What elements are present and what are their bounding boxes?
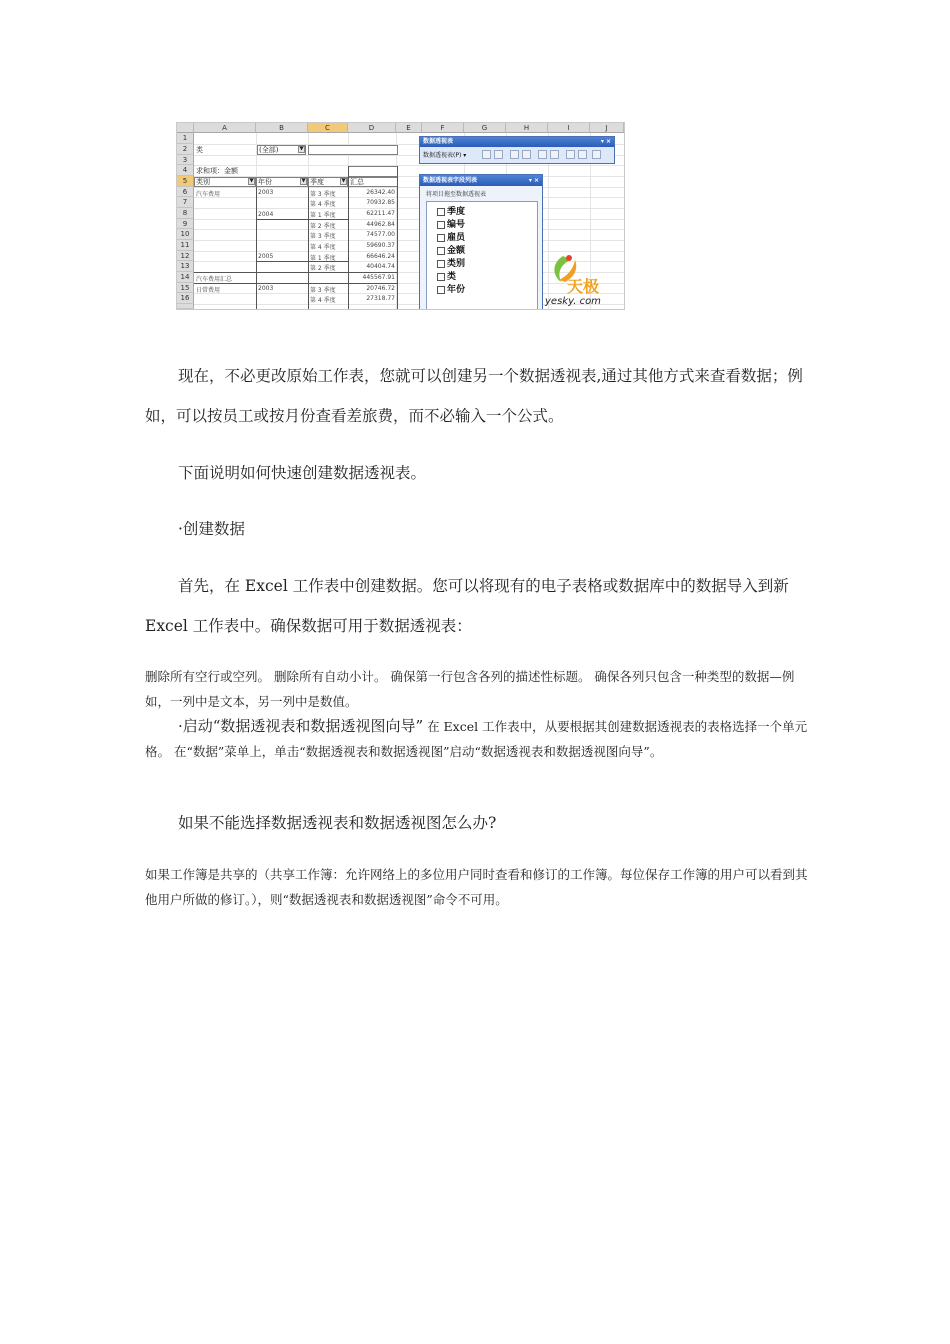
field-checkbox-icon[interactable]	[437, 208, 445, 216]
column-header-g[interactable]: G	[464, 123, 506, 133]
field-item-employee[interactable]: 雇员	[437, 230, 465, 243]
field-settings-icon[interactable]	[578, 150, 587, 159]
row-field-year-label: 年份	[258, 178, 272, 186]
quarter-cell: 第 1 季度	[310, 212, 336, 219]
quarter-cell: 第 2 季度	[310, 265, 336, 272]
field-checkbox-icon[interactable]	[437, 260, 445, 268]
field-checkbox-icon[interactable]	[437, 286, 445, 294]
paragraph-data-requirements: 删除所有空行或空列。 删除所有自动小计。 确保第一行包含各列的描述性标题。 确保各列只包含一种类型的数据—例如，一列中是文本，另一列中是数值。	[145, 669, 795, 709]
quarter-cell: 第 1 季度	[310, 255, 336, 262]
row-header-9[interactable]: 9	[177, 219, 194, 229]
field-list-hint: 将项目拖至数据透视表	[426, 191, 487, 198]
data-field-total[interactable]	[348, 177, 398, 187]
row-header-12[interactable]: 12	[177, 251, 194, 261]
pivot-table-menu[interactable]: 数据透视表(P) ▾	[423, 152, 467, 159]
page-field-label: 类	[196, 146, 203, 154]
value-cell: 20746.72	[366, 285, 395, 292]
value-cell: 62211.47	[366, 210, 395, 217]
hide-detail-icon[interactable]	[510, 150, 519, 159]
paragraph-intro: 现在，不必更改原始工作表，您就可以创建另一个数据透视表,通过其他方式来查看数据；例如，可以按员工或按月份查看差旅费，而不必输入一个公式。	[145, 367, 803, 425]
value-cell: 27318.77	[366, 295, 395, 302]
refresh-data-icon[interactable]	[538, 150, 547, 159]
value-cell: 74577.00	[366, 231, 395, 238]
value-cell: 66646.24	[366, 253, 395, 260]
column-header-i[interactable]: I	[548, 123, 590, 133]
year-cell: 2004	[258, 211, 274, 218]
include-hidden-items-icon[interactable]	[550, 150, 559, 159]
column-header-c[interactable]: C	[308, 123, 348, 133]
value-cell: 59690.37	[366, 242, 395, 249]
column-header-a[interactable]: A	[194, 123, 256, 133]
quarter-cell: 第 3 季度	[310, 191, 336, 198]
quarter-cell: 第 3 季度	[310, 233, 336, 240]
select-all-corner[interactable]	[177, 123, 194, 133]
paragraph-start-wizard	[145, 714, 810, 764]
field-item-category[interactable]: 类别	[437, 256, 465, 269]
field-item-amount[interactable]: 金额	[437, 243, 465, 256]
value-cell: 40404.74	[366, 263, 395, 270]
column-header-h[interactable]: H	[506, 123, 548, 133]
group-car-expense-total: 汽车费用汇总	[196, 276, 233, 283]
format-report-icon[interactable]	[482, 150, 491, 159]
quarter-cell: 第 3 季度	[310, 287, 336, 294]
question-heading: 如果不能选择数据透视表和数据透视图怎么办?	[178, 814, 497, 832]
column-header-d[interactable]: D	[348, 123, 396, 133]
row-header-13[interactable]: 13	[177, 261, 194, 272]
quarter-cell: 第 4 季度	[310, 297, 336, 304]
row-field-year-arrow[interactable]: ▼	[301, 178, 306, 184]
field-checkbox-icon[interactable]	[437, 221, 445, 229]
watermark-domain-text: yesky. com	[545, 296, 601, 307]
page-field-value-cell[interactable]	[308, 145, 398, 155]
pivot-toolbar-titlebar[interactable]	[420, 137, 614, 147]
field-checkbox-icon[interactable]	[437, 247, 445, 255]
year-cell: 2003	[258, 285, 274, 292]
group-daily-expense: 日常费用	[196, 287, 221, 294]
row-header-10[interactable]: 10	[177, 229, 194, 240]
row-field-category[interactable]	[194, 177, 256, 187]
row-field-quarter-label: 季度	[310, 178, 324, 186]
quarter-cell: 第 2 季度	[310, 223, 336, 230]
field-list-close-icon[interactable]: ▾ ×	[528, 177, 539, 184]
value-cell: 44962.84	[366, 221, 395, 228]
watermark-chinese-text: 天极	[567, 277, 600, 296]
paragraph-shared-workbook: 如果工作簿是共享的（共享工作簿：允许网络上的多位用户同时查看和修订的工作簿。每位保存工作簿的用户可以看到其他用户所做的修订。），则“数据透视表和数据透视图”命令不可用。	[145, 867, 808, 907]
paragraph-create-data: 首先，在 Excel 工作表中创建数据。您可以将现有的电子表格或数据库中的数据导入到新 Excel 工作表中。确保数据可用于数据透视表：	[145, 577, 789, 635]
row-header-2[interactable]: 2	[177, 144, 194, 155]
section-heading-create-data: ·创建数据	[178, 520, 245, 538]
row-header-16[interactable]: 16	[177, 293, 194, 304]
row-field-quarter-arrow[interactable]: ▼	[341, 178, 346, 184]
pivot-toolbar-title: 数据透视表	[423, 138, 454, 145]
pivot-toolbar-close-icon[interactable]: ▾ ×	[600, 138, 611, 145]
group-car-expense: 汽车费用	[196, 191, 221, 198]
page-field-dropdown-arrow[interactable]: ▼	[299, 146, 304, 152]
row-header-7[interactable]: 7	[177, 197, 194, 208]
pivot-field-list-pane[interactable]	[419, 174, 543, 310]
row-header-4[interactable]: 4	[177, 165, 194, 176]
row-header-14[interactable]: 14	[177, 272, 194, 283]
data-area-box	[348, 166, 398, 177]
column-header-j[interactable]: J	[590, 123, 624, 133]
paragraph-how-to: 下面说明如何快速创建数据透视表。	[178, 464, 427, 482]
value-cell: 445567.91	[362, 274, 395, 281]
chart-wizard-icon[interactable]	[494, 150, 503, 159]
field-list-title: 数据透视表字段列表	[423, 177, 478, 184]
value-cell: 70932.85	[366, 199, 395, 206]
show-detail-icon[interactable]	[522, 150, 531, 159]
field-item-year[interactable]: 年份	[437, 282, 465, 295]
field-checkbox-icon[interactable]	[437, 273, 445, 281]
column-header-e[interactable]: E	[396, 123, 422, 133]
row-field-category-label: 类别	[196, 178, 210, 186]
row-field-category-arrow[interactable]: ▼	[249, 178, 254, 184]
field-checkbox-icon[interactable]	[437, 234, 445, 242]
column-header-f[interactable]: F	[422, 123, 464, 133]
field-item-class[interactable]: 类	[437, 269, 456, 282]
quarter-cell: 第 4 季度	[310, 201, 336, 208]
field-item-quarter[interactable]: 季度	[437, 204, 465, 217]
page-field-value: (全部)	[259, 146, 279, 154]
row-header-5[interactable]: 5	[177, 176, 194, 187]
value-cell: 26342.40	[366, 189, 395, 196]
row-header-8[interactable]: 8	[177, 208, 194, 219]
data-field-total-label: 汇总	[350, 178, 364, 186]
field-list-titlebar[interactable]	[420, 175, 542, 186]
show-field-list-icon[interactable]	[592, 150, 601, 159]
section-heading-start-wizard: ·启动“数据透视表和数据透视图向导”	[178, 717, 424, 735]
data-field-label: 求和项：金额	[196, 167, 238, 175]
field-item-id[interactable]: 编号	[437, 217, 465, 230]
year-cell: 2005	[258, 253, 274, 260]
yesky-watermark-logo	[541, 240, 621, 310]
spreadsheet-screenshot	[176, 122, 625, 310]
row-header-1[interactable]: 1	[177, 133, 194, 144]
row-header-17[interactable]	[177, 304, 194, 309]
paragraph-start-wizard-body: 在 Excel 工作表中，从要根据其创建数据透视表的表格选择一个单元格。 在“数据”菜单上，单击“数据透视表和数据透视图”启动“数据透视表和数据透视图向导”。	[145, 719, 808, 759]
always-display-items-icon[interactable]	[566, 150, 575, 159]
column-header-b[interactable]: B	[256, 123, 308, 133]
field-list-items	[426, 201, 538, 310]
quarter-cell: 第 4 季度	[310, 244, 336, 251]
row-header-15[interactable]: 15	[177, 283, 194, 293]
pivot-table-toolbar[interactable]	[419, 136, 615, 164]
year-cell: 2003	[258, 189, 274, 196]
row-header-11[interactable]: 11	[177, 240, 194, 251]
row-header-3[interactable]: 3	[177, 155, 194, 165]
row-header-6[interactable]: 6	[177, 187, 194, 197]
